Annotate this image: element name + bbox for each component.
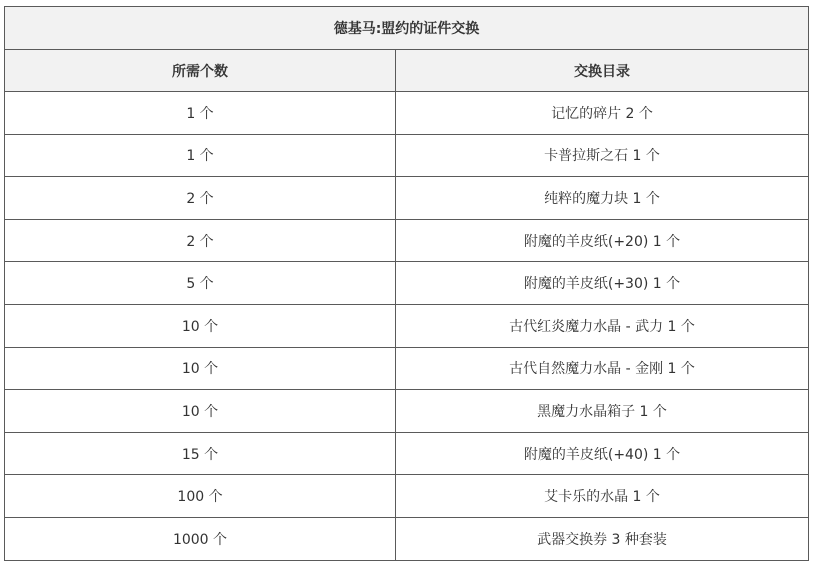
exchange-item-cell: 黑魔力水晶箱子 1 个 (396, 390, 809, 433)
required-count-cell: 1 个 (5, 134, 396, 177)
table-title-row (5, 7, 809, 50)
exchange-item-cell: 附魔的羊皮纸(+20) 1 个 (396, 219, 809, 262)
exchange-table (4, 6, 809, 561)
required-count-cell: 1000 个 (5, 517, 396, 560)
exchange-item-cell: 纯粹的魔力块 1 个 (396, 177, 809, 220)
required-count-cell: 100 个 (5, 475, 396, 518)
exchange-item-cell: 古代红炎魔力水晶 - 武力 1 个 (396, 304, 809, 347)
exchange-item-cell: 附魔的羊皮纸(+30) 1 个 (396, 262, 809, 305)
exchange-item-cell: 古代自然魔力水晶 - 金刚 1 个 (396, 347, 809, 390)
required-count-cell: 5 个 (5, 262, 396, 305)
exchange-item-cell: 卡普拉斯之石 1 个 (396, 134, 809, 177)
required-count-cell: 2 个 (5, 177, 396, 220)
exchange-item-cell: 艾卡乐的水晶 1 个 (396, 475, 809, 518)
table-row (5, 134, 809, 177)
table-header-row (5, 50, 809, 92)
table-row (5, 92, 809, 135)
table-row (5, 219, 809, 262)
table-row (5, 475, 809, 518)
required-count-cell: 2 个 (5, 219, 396, 262)
required-count-cell: 10 个 (5, 390, 396, 433)
table-row (5, 390, 809, 433)
table-row (5, 304, 809, 347)
required-count-cell: 15 个 (5, 432, 396, 475)
table-row (5, 347, 809, 390)
exchange-item-cell: 附魔的羊皮纸(+40) 1 个 (396, 432, 809, 475)
table-row (5, 262, 809, 305)
required-count-cell: 1 个 (5, 92, 396, 135)
table-title: 德基马:盟约的证件交换 (5, 7, 809, 50)
exchange-item-cell: 武器交换券 3 种套装 (396, 517, 809, 560)
exchange-item-cell: 记忆的碎片 2 个 (396, 92, 809, 135)
column-header-exchange-list: 交换目录 (396, 50, 809, 92)
column-header-required-count: 所需个数 (5, 50, 396, 92)
table-row (5, 517, 809, 560)
table-row (5, 432, 809, 475)
required-count-cell: 10 个 (5, 304, 396, 347)
required-count-cell: 10 个 (5, 347, 396, 390)
table-row (5, 177, 809, 220)
